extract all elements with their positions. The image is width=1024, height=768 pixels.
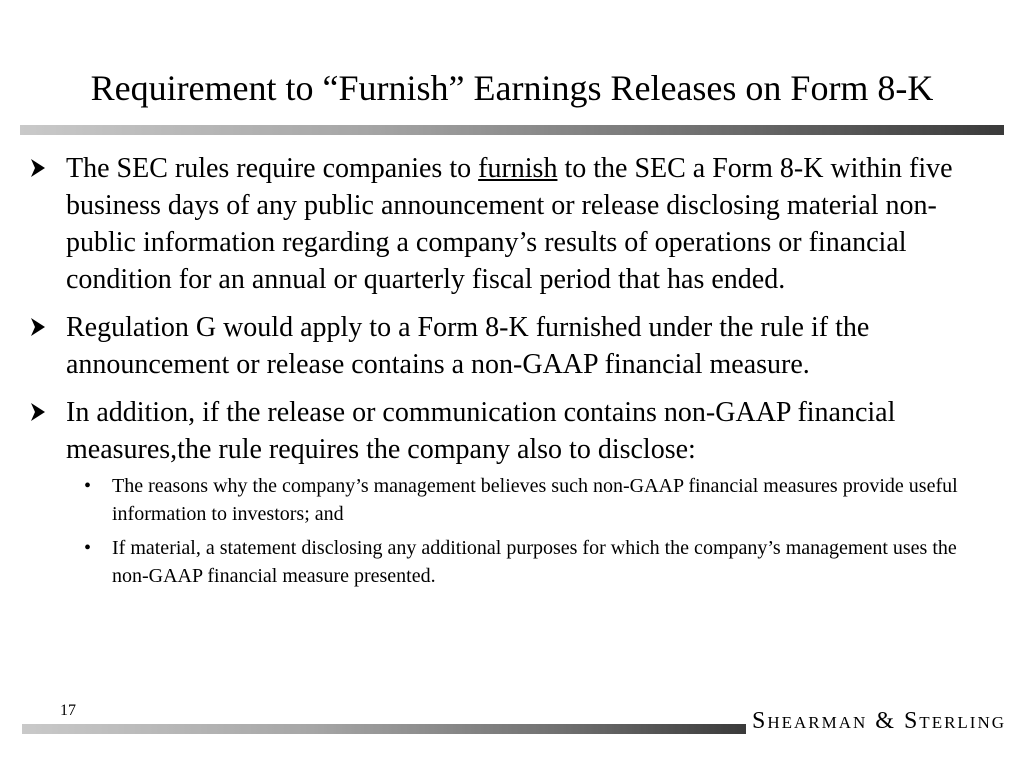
bullet-item-1 — [28, 150, 978, 298]
arrowhead-bullet-icon — [28, 394, 66, 430]
bullet-text-1-post: to the SEC a Form 8-K within five business days of any public announcement or release disclosing material non-public information regarding a company’s results of operations or financial condition for an annual or quarterly fiscal period that has ended. — [66, 153, 953, 295]
arrowhead-bullet-icon — [28, 150, 66, 186]
firm-logo: Shearman & Sterling — [752, 708, 1007, 734]
furnish-underlined-text: furnish — [478, 153, 558, 184]
title-divider — [20, 125, 1004, 135]
sub-bullet-text-2: If material, a statement disclosing any additional purposes for which the company’s management uses the non-GAAP financial measure presented. — [112, 537, 957, 587]
sub-bullet-list — [84, 472, 978, 590]
sub-bullet-item-2 — [84, 534, 978, 590]
slide-title: Requirement to “Furnish” Earnings Releases on Form 8-K — [90, 68, 934, 108]
arrowhead-bullet-icon — [28, 309, 66, 345]
sub-bullet-text-1: The reasons why the company’s management believes such non-GAAP financial measures provide useful information to investors; and — [112, 475, 958, 525]
bullet-text-2: Regulation G would apply to a Form 8-K furnished under the rule if the announcement or release contains a non-GAAP financial measure. — [66, 312, 870, 380]
bullet-text-3: In addition, if the release or communication contains non-GAAP financial measures,the rule requires the company also to disclose: — [66, 397, 896, 465]
sub-bullet-item-1 — [84, 472, 978, 528]
page-number: 17 — [60, 702, 76, 719]
bullet-list — [28, 150, 978, 596]
bullet-text-1 — [66, 150, 978, 298]
sub-bullet-dot: • — [84, 537, 92, 559]
footer-divider — [22, 724, 746, 734]
sub-bullet-dot: • — [84, 475, 92, 497]
bullet-item-2 — [28, 309, 978, 383]
bullet-text-1-pre: The SEC rules require companies to — [66, 153, 479, 184]
bullet-item-3 — [28, 394, 978, 468]
